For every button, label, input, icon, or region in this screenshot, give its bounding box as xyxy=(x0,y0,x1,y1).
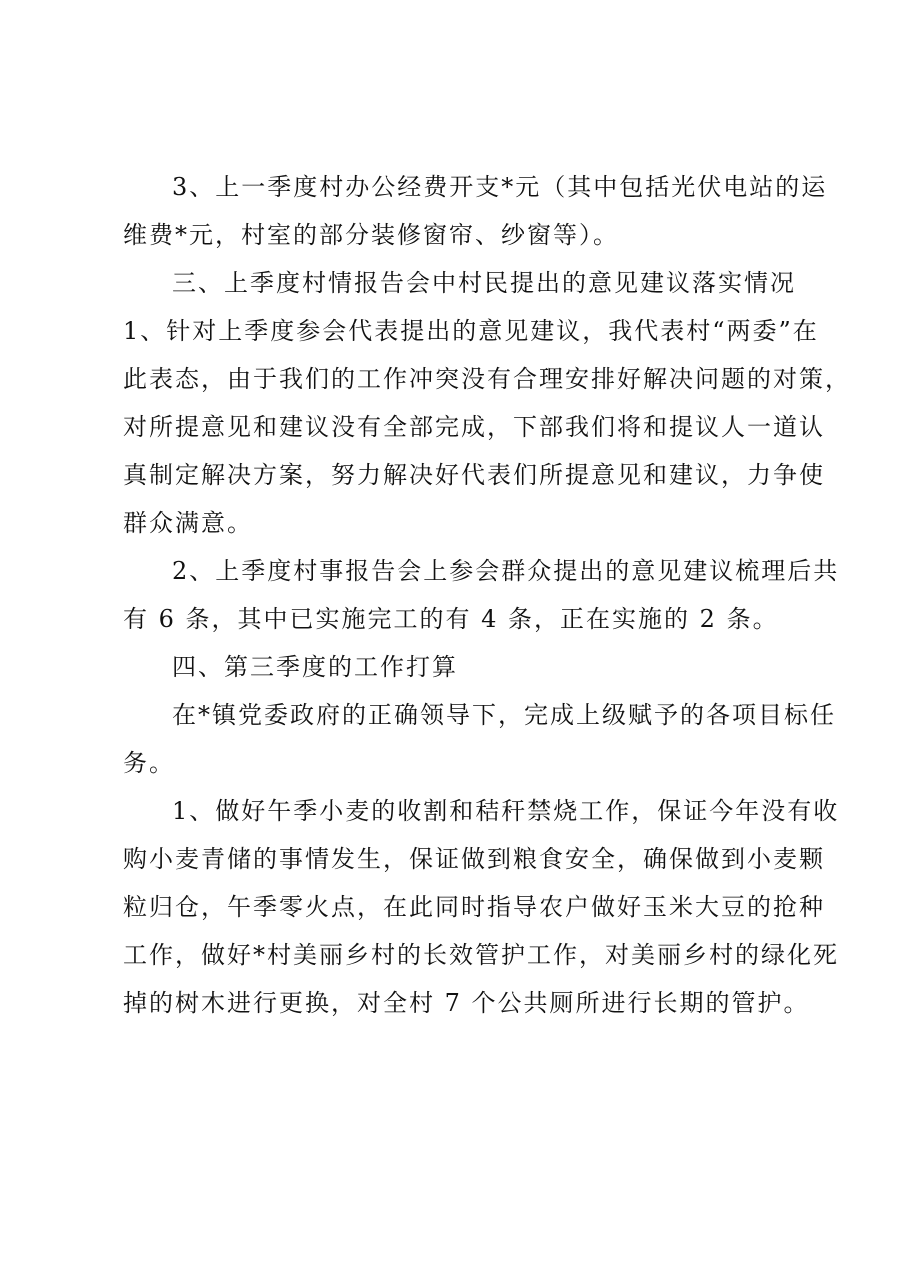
text-line: 务。 xyxy=(123,749,175,777)
text-line: 工作，做好*村美丽乡村的长效管护工作，对美丽乡村的绿化死 xyxy=(123,941,839,969)
text-line: 维费*元，村室的部分装修窗帘、纱窗等）。 xyxy=(123,221,619,249)
text-line: 粒归仓，午季零火点，在此同时指导农户做好玉米大豆的抢种 xyxy=(123,893,825,921)
text-line: 真制定解决方案，努力解决好代表们所提意见和建议，力争使 xyxy=(123,461,825,489)
text-line: 群众满意。 xyxy=(123,509,253,537)
text-line: 掉的树木进行更换，对全村 7 个公共厕所进行长期的管护。 xyxy=(123,989,810,1017)
text-line: 2、上季度村事报告会上参会群众提出的意见建议梳理后共 xyxy=(172,557,840,585)
text-line: 有 6 条，其中已实施完工的有 4 条，正在实施的 2 条。 xyxy=(123,605,779,633)
text-line: 1、针对上季度参会代表提出的意见建议，我代表村“两委”在 xyxy=(123,317,819,345)
text-line: 1、做好午季小麦的收割和秸秆禁烧工作，保证今年没有收 xyxy=(172,797,840,825)
text-line: 3、上一季度村办公经费开支*元（其中包括光伏电站的运 xyxy=(172,173,828,201)
section-heading: 四、第三季度的工作打算 xyxy=(172,653,458,681)
text-line: 在*镇党委政府的正确领导下，完成上级赋予的各项目标任 xyxy=(172,701,836,729)
section-heading: 三、上季度村情报告会中村民提出的意见建议落实情况 xyxy=(172,269,796,297)
text-line: 此表态，由于我们的工作冲突没有合理安排好解决问题的对策， xyxy=(123,365,851,393)
text-line: 购小麦青储的事情发生，保证做到粮食安全，确保做到小麦颗 xyxy=(123,845,825,873)
text-line: 对所提意见和建议没有全部完成，下部我们将和提议人一道认 xyxy=(123,413,825,441)
